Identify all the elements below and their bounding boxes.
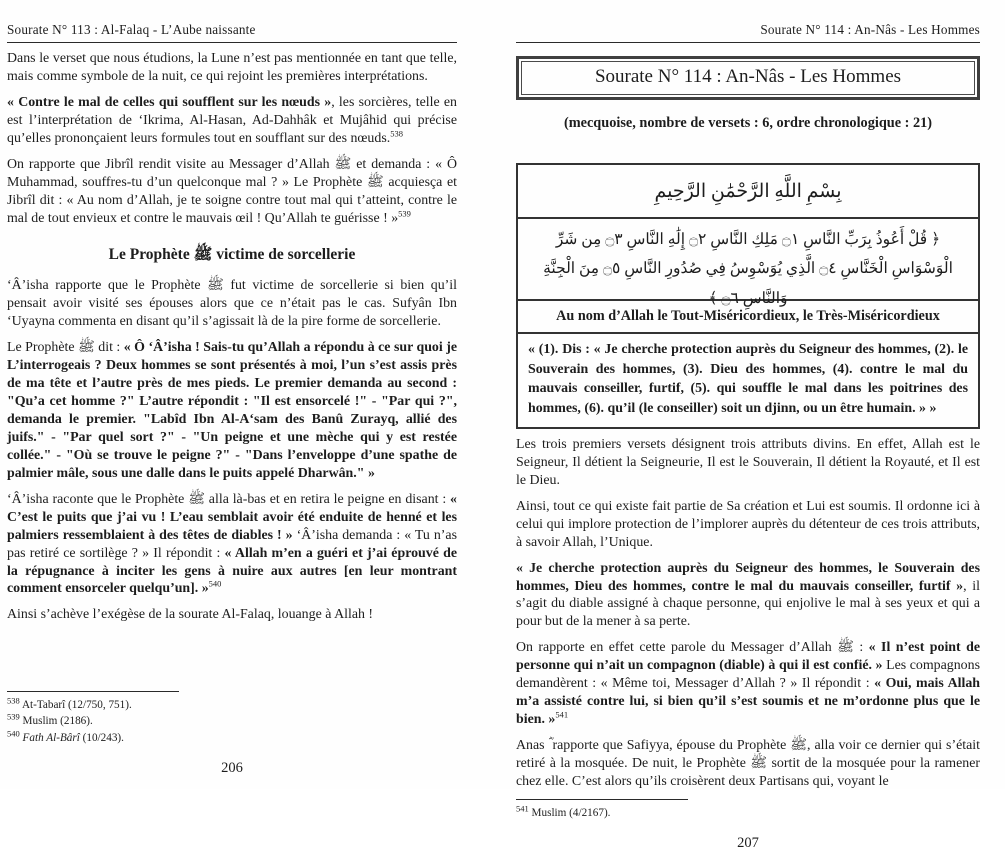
text-run: , il s’agit du diable assigné à chaque personne, qui enjolive le mal à ses yeux et qui a pour but de la mener à sa perte. <box>516 578 980 630</box>
paragraph <box>516 639 980 729</box>
text-run: (10/243). <box>79 732 124 745</box>
text-run: Le Prophète ﷺ dit : <box>7 340 124 356</box>
footnote <box>7 713 457 730</box>
footnote <box>7 730 457 747</box>
text-run: , les sorcières, telle en est l’interprétation de ‘Ikrima, Al-Hasan, Ad-Dahhâk et Mujâhid qui précise qu’elles prononçaient leurs formules tout en soufflant sur des nœuds. <box>7 94 457 146</box>
paragraph <box>7 94 457 148</box>
footnote-ref: 539 <box>398 207 411 218</box>
text-run: Muslim (2186). <box>22 715 93 728</box>
paragraph <box>7 339 457 483</box>
text-run: « Oui, mais Allah m’a assisté contre lui, si bien qu’il s’est soumis et ne m’ordonne plus que le bien. » <box>516 676 980 728</box>
footnote-number: 539 <box>7 711 20 722</box>
footnote <box>516 805 980 822</box>
footnotes-left <box>7 694 457 747</box>
running-header-right: Sourate N° 114 : An-Nâs - Les Hommes <box>516 22 980 43</box>
page-right-207 <box>502 0 1005 851</box>
page-left-206 <box>0 0 502 789</box>
text-run: Muslim (4/2167). <box>531 806 611 819</box>
paragraph <box>7 606 457 624</box>
paragraph <box>7 277 457 331</box>
footnote-rule <box>7 691 179 692</box>
footnote-number: 541 <box>516 803 529 814</box>
surah-info: (mecquoise, nombre de versets : 6, ordre chronologique : 21) <box>563 115 933 131</box>
text-run: « C’est le puits que j’ai vu ! L’eau semblait avoir été enduite de henné et les palmiers ressemblaient à des têtes de diables ! » <box>7 491 457 543</box>
footnotes-right <box>516 805 980 822</box>
surah-title-box <box>516 56 980 100</box>
text-run: Les trois premiers versets désignent trois attributs divins. En effet, Allah est le Seigneur, Il détient la Seigneurie, Il est le Souverain, Il détient la Royauté, et Il est le Dieu. <box>516 436 980 488</box>
text-run: « Contre le mal de celles qui soufflent sur les nœuds » <box>7 94 332 110</box>
basmala-arabic: بِسْمِ اللَّهِ الرَّحْمَٰنِ الرَّحِيمِ <box>518 165 978 219</box>
text-run: At-Tabarî (12/750, 751). <box>21 698 132 711</box>
text-run: « Allah m’en a guéri et j’ai éprouvé de la répugnance à inciter les gens à nuire aux autres [en leur montrant comment ensorceler quelqu’un]. » <box>7 545 457 597</box>
page-number: 206 <box>221 760 243 776</box>
body-text-right <box>516 429 980 799</box>
text-run: ‘Â’isha demanda : « Tu n’as pas retiré ce sortilège ? » Il répondit : <box>7 527 457 561</box>
body-text-left <box>7 43 457 632</box>
footnote-ref: 538 <box>390 128 403 139</box>
paragraph <box>7 50 457 86</box>
basmala-french: Au nom d’Allah le Tout-Miséricordieux, le Très-Miséricordieux <box>518 301 978 334</box>
text-run: « Il n’est point de personne qui n’ait un compagnon (diable) à qui il est confié. » <box>516 640 980 674</box>
paragraph <box>516 560 980 632</box>
text-run: « Je cherche protection auprès du Seigneur des hommes, le Souverain des hommes, Dieu des hommes, contre le mal du mauvais conseiller, furtif » <box>516 560 980 594</box>
footnote-number: 540 <box>7 728 20 739</box>
text-run: Fath Al-Bârî <box>22 732 80 745</box>
text-run: ‘Â’isha rapporte que le Prophète ﷺ fut victime de sorcellerie si bien qu’il pensait avoir visité ses épouses alors que ce n’était pas le cas. Sufyân Ibn ‘Uyayna commenta en disant qu’il s’agissait là de la pire forme de sorcellerie. <box>7 278 457 330</box>
text-run: Anas ؓ rapporte que Safiyya, épouse du Prophète ﷺ, alla voir ce dernier qui s’était retiré à la mosquée. De nuit, le Prophète ﷺ sortit de la mosquée pour la ramener chez elle. C’est alors qu’ils croisèrent deux Partisans qui, voyant le <box>516 738 980 789</box>
page-bottom-left <box>7 691 457 777</box>
text-run: On rapporte que Jibrîl rendit visite au Messager d’Allah ﷺ et demanda : « Ô Muhammad, souffres-tu d’un quelconque mal ? » Le Prophète ﷺ acquiesça et Jibrîl dit : « Au nom d’Allah, je te soigne contre tout mal qui t’atteint, contre le mal de tout envieux et contre le mauvais œil ! Qu’Allah te guérisse ! » <box>7 156 458 226</box>
translation-french: « (1). Dis : « Je cherche protection auprès du Seigneur des hommes, (2). le Souverain des hommes, (3). Dieu des hommes, (4). contre le mal du mauvais conseiller, furtif, (5). qui souffle le mal dans les poitrines des hommes, (6). qu’il (le conseiller) soit un djinn, ou un être humain. » » <box>528 342 968 417</box>
surah-title: Sourate N° 114 : An-Nâs - Les Hommes <box>521 61 975 95</box>
footnote-number: 538 <box>7 694 20 705</box>
verses-arabic: ﴿ قُلْ أَعُوذُ بِرَبِّ النَّاسِ ۝١ مَلِكِ النَّاسِ ۝٢ إِلَٰهِ النَّاسِ ۝٣ مِن شَرِّ الْوَسْوَاسِ الْخَنَّاسِ ۝٤ الَّذِي يُوَسْوِسُ فِي صُدُورِ النَّاسِ ۝٥ مِنَ الْجِنَّةِ وَالنَّاسِ ۝٦ ﴾ <box>518 219 978 301</box>
text-run: Ainsi s’achève l’exégèse de la sourate Al-Falaq, louange à Allah ! <box>7 607 374 623</box>
footnote <box>7 694 457 714</box>
paragraph <box>516 737 980 791</box>
footnote-rule <box>516 799 688 800</box>
paragraph <box>516 498 980 552</box>
text-run: Les compagnons demandèrent : « Même toi, Messager d’Allah ? » Il répondit : <box>516 658 980 692</box>
paragraph <box>7 491 457 599</box>
paragraph <box>7 156 457 228</box>
running-header-left: Sourate N° 113 : Al-Falaq - L’Aube naissante <box>7 22 457 43</box>
text-run: On rapporte en effet cette parole du Messager d’Allah ﷺ : <box>516 640 869 656</box>
text-run: Ainsi, tout ce qui existe fait partie de Sa création et Lui est soumis. Il ordonne ici à celui qui implore protection de l’implorer auprès du détenteur de ces trois attributs, à savoir Allah, l’Unique. <box>516 498 980 550</box>
paragraph <box>516 436 980 490</box>
text-run: ‘Â’isha raconte que le Prophète ﷺ alla là-bas et en retira le peigne en disant : <box>7 491 451 507</box>
quran-verse-box <box>516 163 980 429</box>
text-run: « Ô ‘Â’isha ! Sais-tu qu’Allah a répondu à ce sur quoi je L’interrogeais ? Deux hommes se sont présentés à moi, l’un s’est assis près de ma tête et l’autre près de mes pieds. Le premier demanda au second : "Qu’a cet homme ?" L’autre répondit : "Il est ensorcelé !" - "Par qui ?", demanda le premier. "Labîd Ibn Al-A‘sam des Banû Zurayq, allié des juifs." - "Par quel sort ?" - "Un peigne et une mèche qui y est restée collée." - "Où se trouve le peigne ?" - "Dans l’enveloppe d’une spathe de palmier mâle, sous une dalle dans le puits appelé Dharwân." » <box>7 340 457 481</box>
text-run: Dans le verset que nous étudions, la Lune n’est pas mentionnée en tant que telle, mais comme symbole de la nuit, ce qui rejoint les premières interprétations. <box>7 51 457 84</box>
page-number: 207 <box>737 834 759 851</box>
section-heading: Le Prophète ﷺ victime de sorcellerie <box>108 246 356 264</box>
page-bottom-right <box>516 799 980 852</box>
footnote-ref: 541 <box>555 709 569 720</box>
footnote-ref: 540 <box>208 578 222 589</box>
